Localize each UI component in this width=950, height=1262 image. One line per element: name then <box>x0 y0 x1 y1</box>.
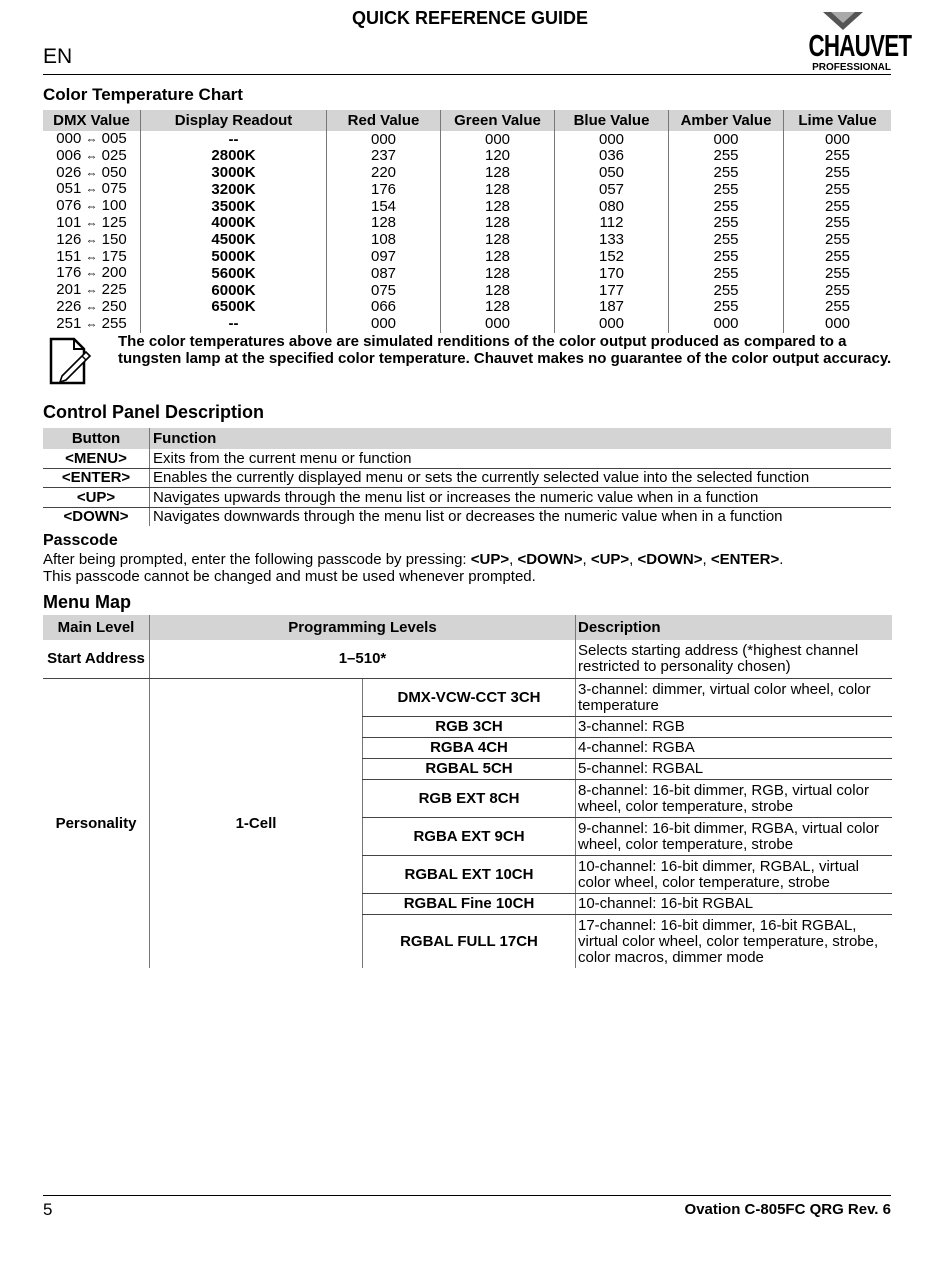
passcode-key: <ENTER> <box>710 551 780 568</box>
amber-cell: 000 <box>669 316 784 333</box>
button-label: <UP> <box>43 488 150 508</box>
function-text: Navigates upwards through the menu list or increases the numeric value when in a function <box>150 488 892 508</box>
table-row <box>43 507 891 526</box>
red-cell: 154 <box>327 198 441 215</box>
color-temp-table <box>43 110 891 333</box>
dmx-from: 251 <box>56 314 82 332</box>
dmx-from: 101 <box>56 213 82 231</box>
menu-map-table <box>43 615 892 968</box>
amber-cell: 255 <box>669 249 784 266</box>
table-row <box>43 198 891 215</box>
red-cell: 128 <box>327 215 441 232</box>
readout-cell: 5000K <box>141 249 327 266</box>
dmx-from: 051 <box>56 180 82 198</box>
table-row <box>43 181 891 198</box>
lime-cell: 255 <box>784 215 892 232</box>
col-programming-levels: Programming Levels <box>150 615 576 640</box>
col-lime-value: Lime Value <box>784 110 892 131</box>
dmx-from: 076 <box>56 197 82 215</box>
color-temp-heading: Color Temperature Chart <box>43 85 243 104</box>
range-arrow-icon: ⇔ <box>85 232 98 247</box>
personality-mode: RGBAL EXT 10CH <box>363 856 576 894</box>
lime-cell: 255 <box>784 181 892 198</box>
dmx-range <box>43 198 141 215</box>
dmx-range <box>43 181 141 198</box>
green-cell: 128 <box>441 249 555 266</box>
dmx-from: 006 <box>56 146 82 164</box>
readout-cell: -- <box>141 131 327 148</box>
personality-description: 4-channel: RGBA <box>576 738 893 759</box>
lime-cell: 000 <box>784 131 892 148</box>
amber-cell: 000 <box>669 131 784 148</box>
dmx-to: 100 <box>101 197 127 215</box>
green-cell: 128 <box>441 181 555 198</box>
col-display-readout: Display Readout <box>141 110 327 131</box>
col-button: Button <box>43 428 150 449</box>
personality-description: 10-channel: 16-bit dimmer, RGBAL, virtual color wheel, color temperature, strobe <box>576 856 893 894</box>
table-row <box>43 449 891 468</box>
passcode-key: <DOWN> <box>517 551 583 568</box>
range-arrow-icon: ⇔ <box>85 165 98 180</box>
red-cell: 176 <box>327 181 441 198</box>
blue-cell: 000 <box>555 316 669 333</box>
blue-cell: 170 <box>555 265 669 282</box>
passcode-key: <DOWN> <box>637 551 703 568</box>
lime-cell: 255 <box>784 165 892 182</box>
dmx-to: 050 <box>101 163 127 181</box>
note-icon <box>48 336 92 386</box>
green-cell: 000 <box>441 316 555 333</box>
dmx-to: 225 <box>101 281 127 299</box>
table-row <box>43 468 891 488</box>
col-description: Description <box>576 615 893 640</box>
dmx-from: 176 <box>56 264 82 282</box>
range-arrow-icon: ⇔ <box>85 266 98 281</box>
dmx-to: 150 <box>101 230 127 248</box>
dmx-from: 026 <box>56 163 82 181</box>
personality-description: 3-channel: dimmer, virtual color wheel, color temperature <box>576 679 893 717</box>
dmx-range <box>43 131 141 148</box>
personality-mode: RGB EXT 8CH <box>363 780 576 818</box>
amber-cell: 255 <box>669 232 784 249</box>
logo-wordmark: CHAUVET <box>808 28 912 63</box>
dmx-from: 226 <box>56 297 82 315</box>
personality-description: 5-channel: RGBAL <box>576 759 893 780</box>
blue-cell: 036 <box>555 148 669 165</box>
amber-cell: 255 <box>669 215 784 232</box>
table-row <box>43 282 891 299</box>
lime-cell: 255 <box>784 198 892 215</box>
dmx-range <box>43 232 141 249</box>
red-cell: 066 <box>327 299 441 316</box>
green-cell: 128 <box>441 265 555 282</box>
separator: , <box>629 551 638 568</box>
green-cell: 128 <box>441 215 555 232</box>
col-amber-value: Amber Value <box>669 110 784 131</box>
range-arrow-icon: ⇔ <box>85 199 98 214</box>
blue-cell: 050 <box>555 165 669 182</box>
personality-description: 9-channel: 16-bit dimmer, RGBA, virtual color wheel, color temperature, strobe <box>576 818 893 856</box>
amber-cell: 255 <box>669 282 784 299</box>
personality-description: 10-channel: 16-bit RGBAL <box>576 894 893 915</box>
main-level-start-address: Start Address <box>43 640 150 679</box>
table-row <box>43 679 892 717</box>
main-level-personality: Personality <box>55 814 137 832</box>
readout-cell: 4500K <box>141 232 327 249</box>
red-cell: 097 <box>327 249 441 266</box>
red-cell: 220 <box>327 165 441 182</box>
dmx-to: 125 <box>101 213 127 231</box>
green-cell: 128 <box>441 299 555 316</box>
language-code: EN <box>43 45 73 68</box>
button-label: <DOWN> <box>43 507 150 526</box>
table-row <box>43 215 891 232</box>
function-text: Enables the currently displayed menu or sets the currently selected value into the selected function <box>150 468 892 488</box>
lime-cell: 255 <box>784 232 892 249</box>
amber-cell: 255 <box>669 165 784 182</box>
button-label: <ENTER> <box>43 468 150 488</box>
dmx-to: 175 <box>101 247 127 265</box>
blue-cell: 112 <box>555 215 669 232</box>
amber-cell: 255 <box>669 181 784 198</box>
dmx-from: 000 <box>56 130 82 147</box>
red-cell: 000 <box>327 316 441 333</box>
readout-cell: 2800K <box>141 148 327 165</box>
dmx-to: 250 <box>101 297 127 315</box>
dmx-range <box>43 299 141 316</box>
col-main-level: Main Level <box>43 615 150 640</box>
readout-cell: 3000K <box>141 165 327 182</box>
separator: , <box>702 551 711 568</box>
button-label: <MENU> <box>43 449 150 468</box>
start-address-description: Selects starting address (*highest channel restricted to personality chosen) <box>576 640 893 679</box>
table-row <box>43 265 891 282</box>
blue-cell: 000 <box>555 131 669 148</box>
blue-cell: 057 <box>555 181 669 198</box>
col-dmx-value: DMX Value <box>43 110 141 131</box>
chauvet-logo <box>795 12 912 74</box>
table-row <box>43 232 891 249</box>
red-cell: 000 <box>327 131 441 148</box>
personality-description: 3-channel: RGB <box>576 717 893 738</box>
amber-cell: 255 <box>669 299 784 316</box>
table-row <box>43 131 891 148</box>
personality-mode: RGBA EXT 9CH <box>363 818 576 856</box>
footer-divider <box>43 1195 891 1196</box>
passcode-key: <UP> <box>470 551 510 568</box>
lime-cell: 000 <box>784 316 892 333</box>
dmx-from: 151 <box>56 247 82 265</box>
green-cell: 128 <box>441 165 555 182</box>
header-divider <box>43 74 891 75</box>
col-red-value: Red Value <box>327 110 441 131</box>
amber-cell: 255 <box>669 198 784 215</box>
readout-cell: 6500K <box>141 299 327 316</box>
blue-cell: 177 <box>555 282 669 299</box>
personality-description: 17-channel: 16-bit dimmer, 16-bit RGBAL, virtual color wheel, color temperature, strobe, color macros, dimmer mode <box>576 915 893 969</box>
col-blue-value: Blue Value <box>555 110 669 131</box>
blue-cell: 133 <box>555 232 669 249</box>
menu-map-heading: Menu Map <box>43 592 131 612</box>
range-arrow-icon: ⇔ <box>85 316 98 331</box>
logo-subtitle: PROFESSIONAL <box>812 62 891 73</box>
table-row <box>43 316 891 333</box>
lime-cell: 255 <box>784 299 892 316</box>
passcode-heading: Passcode <box>43 532 118 549</box>
table-header-row <box>43 615 892 640</box>
blue-cell: 152 <box>555 249 669 266</box>
blue-cell: 187 <box>555 299 669 316</box>
dmx-from: 126 <box>56 230 82 248</box>
dmx-range <box>43 316 141 333</box>
green-cell: 128 <box>441 282 555 299</box>
personality-mode: RGBA 4CH <box>363 738 576 759</box>
page-number: 5 <box>43 1200 53 1219</box>
table-row <box>43 640 892 679</box>
passcode-key: <UP> <box>590 551 630 568</box>
dmx-range <box>43 148 141 165</box>
readout-cell: 4000K <box>141 215 327 232</box>
range-arrow-icon: ⇔ <box>85 283 98 298</box>
control-panel-heading: Control Panel Description <box>43 402 265 422</box>
range-arrow-icon: ⇔ <box>85 249 98 264</box>
red-cell: 237 <box>327 148 441 165</box>
document-title: Ovation C-805FC QRG Rev. 6 <box>684 1201 891 1218</box>
dmx-to: 025 <box>101 146 127 164</box>
table-row <box>43 249 891 266</box>
red-cell: 108 <box>327 232 441 249</box>
range-arrow-icon: ⇔ <box>85 215 98 230</box>
readout-cell: 3500K <box>141 198 327 215</box>
dmx-range <box>43 215 141 232</box>
table-row <box>43 299 891 316</box>
table-header-row <box>43 428 891 449</box>
personality-mode: RGBAL Fine 10CH <box>363 894 576 915</box>
programming-level-cell: 1-Cell <box>150 679 363 969</box>
lime-cell: 255 <box>784 249 892 266</box>
personality-mode: RGB 3CH <box>363 717 576 738</box>
table-header-row <box>43 110 891 131</box>
start-address-range: 1–510* <box>150 640 576 679</box>
dmx-range <box>43 165 141 182</box>
col-function: Function <box>150 428 892 449</box>
dmx-range <box>43 265 141 282</box>
dmx-to: 075 <box>101 180 127 198</box>
readout-cell: -- <box>141 316 327 333</box>
range-arrow-icon: ⇔ <box>85 148 98 163</box>
period: . <box>779 551 784 568</box>
personality-mode: RGBAL 5CH <box>363 759 576 780</box>
range-arrow-icon: ⇔ <box>85 132 98 146</box>
personality-mode: RGBAL FULL 17CH <box>363 915 576 969</box>
lime-cell: 255 <box>784 265 892 282</box>
dmx-to: 005 <box>101 130 127 147</box>
dmx-from: 201 <box>56 281 82 299</box>
separator: , <box>582 551 591 568</box>
green-cell: 000 <box>441 131 555 148</box>
red-cell: 087 <box>327 265 441 282</box>
blue-cell: 080 <box>555 198 669 215</box>
readout-cell: 3200K <box>141 181 327 198</box>
control-panel-table <box>43 428 891 526</box>
page-title: QUICK REFERENCE GUIDE <box>351 8 589 28</box>
lime-cell: 255 <box>784 148 892 165</box>
separator: , <box>509 551 518 568</box>
table-row <box>43 148 891 165</box>
color-temp-note: The color temperatures above are simulated renditions of the color output produced as compared to a tungsten lamp at the specified color temperature. Chauvet makes no guarantee of the color output accuracy. <box>118 333 892 367</box>
range-arrow-icon: ⇔ <box>85 299 98 314</box>
amber-cell: 255 <box>669 148 784 165</box>
function-text: Exits from the current menu or function <box>150 449 892 468</box>
dmx-range <box>43 249 141 266</box>
dmx-range <box>43 282 141 299</box>
table-row <box>43 488 891 508</box>
table-row <box>43 165 891 182</box>
passcode-note: This passcode cannot be changed and must be used whenever prompted. <box>43 568 536 585</box>
readout-cell: 5600K <box>141 265 327 282</box>
function-text: Navigates downwards through the menu list or decreases the numeric value when in a function <box>153 508 783 526</box>
red-cell: 075 <box>327 282 441 299</box>
green-cell: 128 <box>441 232 555 249</box>
readout-cell: 6000K <box>141 282 327 299</box>
passcode-intro: After being prompted, enter the following passcode by pressing: <box>43 551 471 568</box>
personality-description: 8-channel: 16-bit dimmer, RGB, virtual color wheel, color temperature, strobe <box>576 780 893 818</box>
dmx-to: 200 <box>101 264 127 282</box>
col-green-value: Green Value <box>441 110 555 131</box>
lime-cell: 255 <box>784 282 892 299</box>
amber-cell: 255 <box>669 265 784 282</box>
personality-mode: DMX-VCW-CCT 3CH <box>363 679 576 717</box>
green-cell: 128 <box>441 198 555 215</box>
range-arrow-icon: ⇔ <box>85 182 98 197</box>
green-cell: 120 <box>441 148 555 165</box>
passcode-text <box>43 551 903 585</box>
dmx-to: 255 <box>101 314 127 332</box>
